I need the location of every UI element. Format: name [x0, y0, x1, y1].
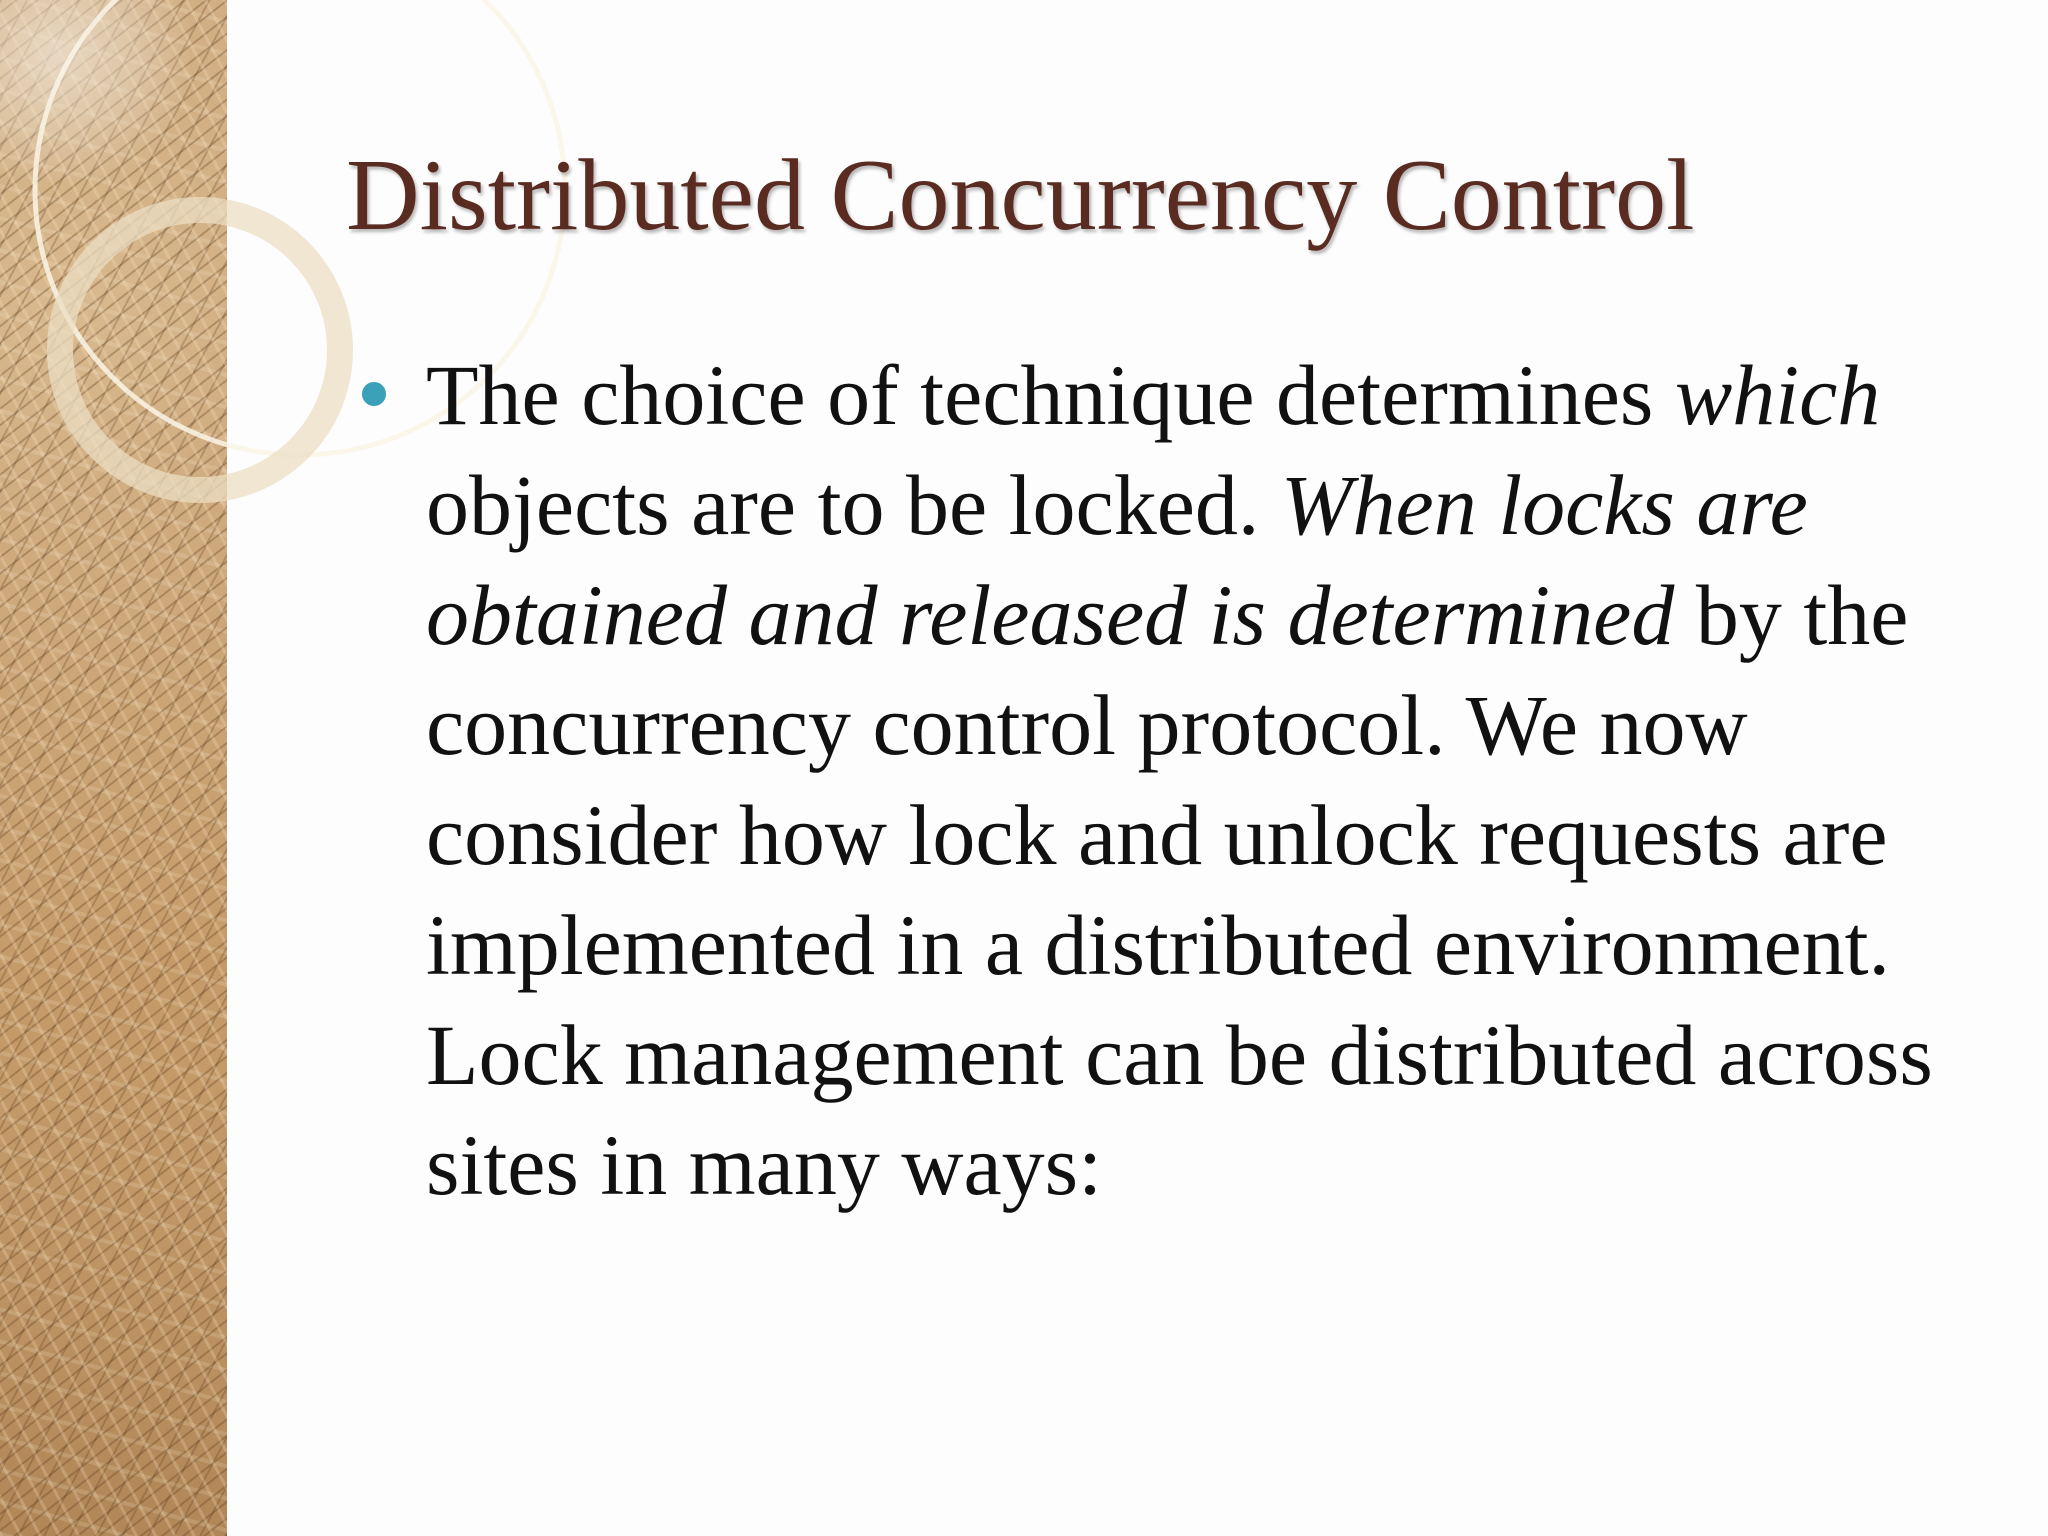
bullet-text-italic-when: When locks are obtained and released is determined — [426, 457, 1808, 663]
bullet-text-3: by the concurrency control protocol. We now consider how lock and unlock requests are implemented in a distributed environment. Lock management can be distributed across sites in many ways: — [426, 567, 1933, 1213]
bullet-text-italic-which: which — [1674, 347, 1881, 443]
bullet-dot-icon — [362, 382, 386, 406]
slide-title: Distributed Concurrency Control — [346, 139, 1695, 252]
bullet-item — [360, 340, 2020, 1220]
bullet-text-1: The choice of technique determines — [426, 347, 1675, 443]
small-ring — [60, 210, 340, 490]
bullet-text-2: objects are to be locked. — [426, 457, 1281, 553]
bullet-list — [360, 340, 2020, 1220]
decorative-rings — [0, 0, 260, 520]
